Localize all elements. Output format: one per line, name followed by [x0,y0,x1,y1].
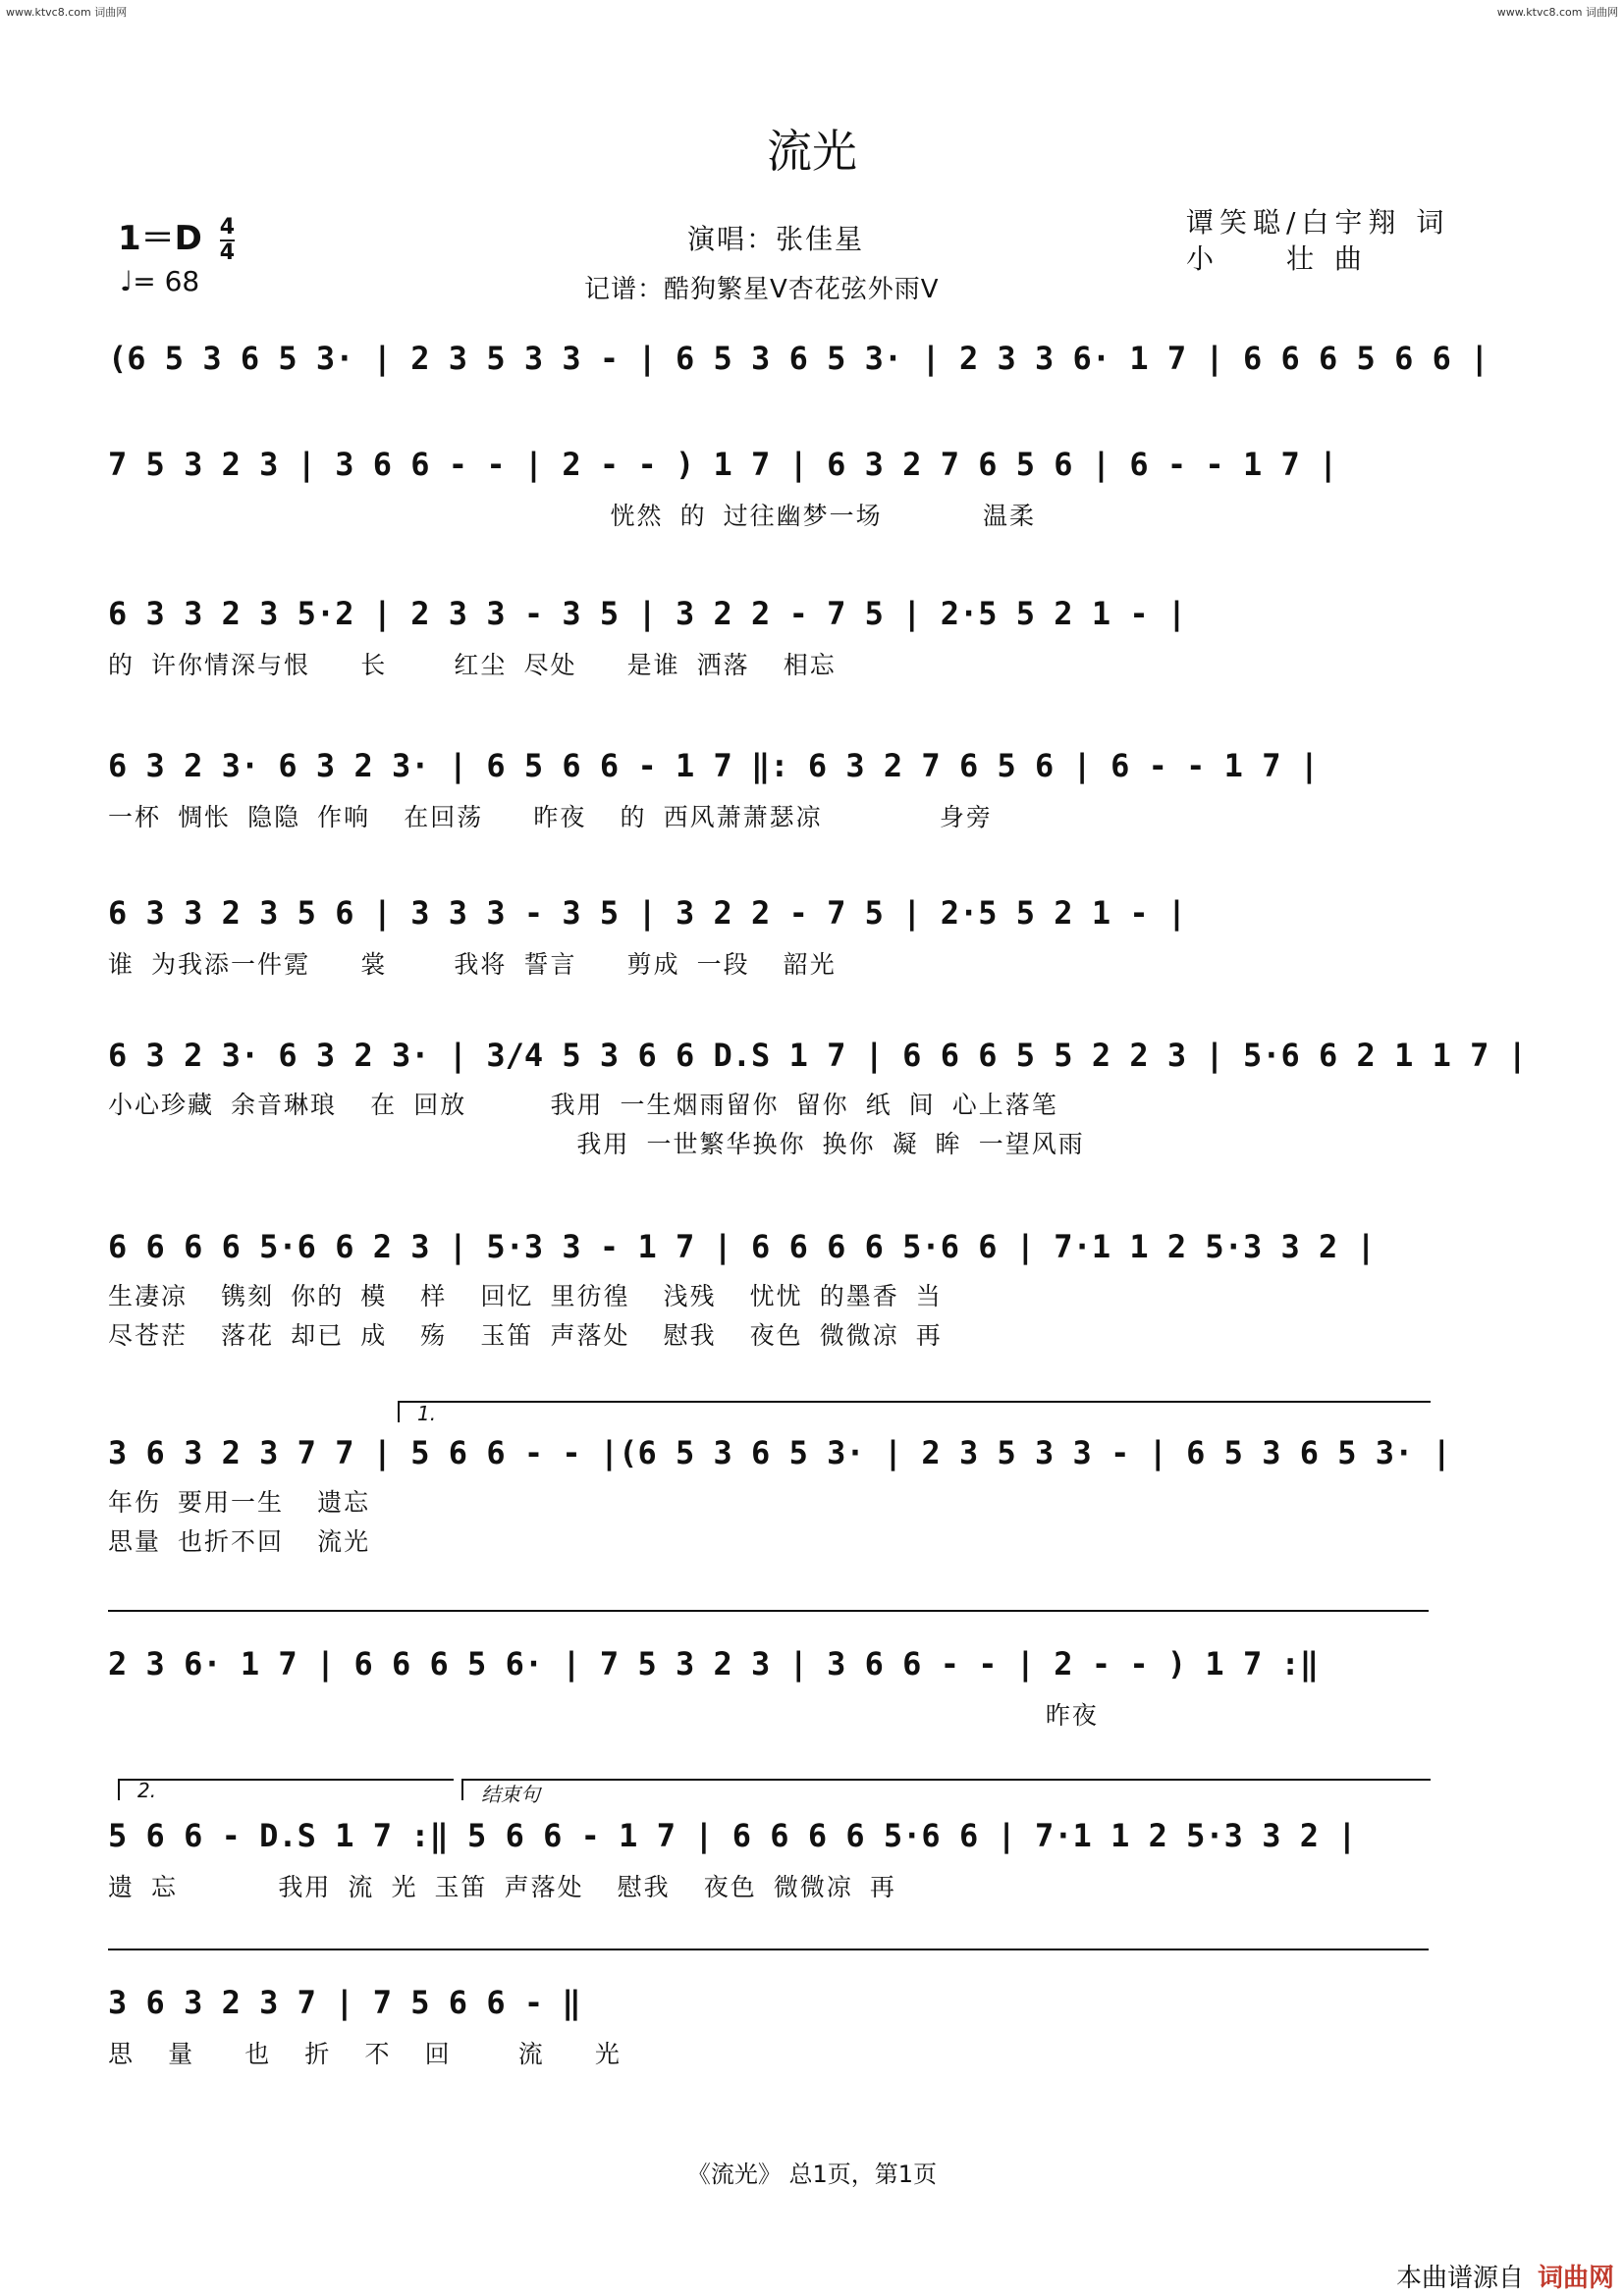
notes-line: 6 6 6 6 5·6 6 2 3 | 5·3 3 - 1 7 | 6 6 6 6 5·6 6 | 7·1 1 2 5·3 3 2 | [108,1228,1376,1265]
composer-credit: 小 壮 曲 [1186,242,1368,275]
ending-label: 结束句 [481,1783,540,1806]
source-label: 本曲谱源自 [1395,2264,1524,2293]
lyricist-credit: 谭笑聪/白宇翔 词 [1186,206,1450,239]
key-signature [118,211,235,265]
notes-line: 3 6 3 2 3 7 | 7 5 6 6 - ‖ [108,1984,581,2021]
lyric-line: 年伤 要用一生 遗忘 [108,1488,371,1517]
page-footer: 《流光》 总1页，第1页 [686,2161,938,2188]
lyric-line: 的 许你情深与恨 长 红尘 尽处 是谁 洒落 相忘 [108,651,837,679]
notes-line: 6 3 2 3· 6 3 2 3· | 6 5 6 6 - 1 7 ‖: 6 3 2 7 6 5 6 | 6 - - 1 7 | [108,747,1319,784]
notes-line: 6 3 2 3· 6 3 2 3· | 3/4 5 3 6 6 D.S 1 7 | 6 6 6 5 5 2 2 3 | 5·6 6 2 1 1 7 | [108,1037,1527,1074]
notes-line: 5 6 6 - D.S 1 7 :‖ 5 6 6 - 1 7 | 6 6 6 6 5·6 6 | 7·1 1 2 5·3 3 2 | [108,1817,1357,1854]
staff-line [108,1949,1429,1950]
volta-label-1: 1. [417,1402,437,1425]
lyric-line: 昨夜 [108,1701,1099,1730]
lyric-line: 尽苍茫 落花 却已 成 殇 玉笛 声落处 慰我 夜色 微微凉 再 [108,1321,943,1350]
singer: 演唱：张佳星 [687,223,865,255]
header-left: www.ktvc8.com 词曲网 [6,6,128,19]
transcriber: 记谱：酷狗繁星V杏花弦外雨V [584,275,940,304]
volta-label-2: 2. [137,1779,157,1802]
time-bottom: 4 [219,240,236,265]
key-label: 1＝D [118,219,202,258]
lyric-line: 一杯 惆怅 隐隐 作响 在回荡 昨夜 的 西风萧萧瑟凉 身旁 [108,803,993,831]
notes-line: (6 5 3 6 5 3· | 2 3 5 3 3 - | 6 5 3 6 5 3· | 2 3 3 6· 1 7 | 6 6 6 5 6 6 | [108,340,1489,377]
notes-line: 6 3 3 2 3 5·2 | 2 3 3 - 3 5 | 3 2 2 - 7 5 | 2·5 5 2 1 - | [108,595,1187,632]
notes-line: 6 3 3 2 3 5 6 | 3 3 3 - 3 5 | 3 2 2 - 7 5 | 2·5 5 2 1 - | [108,894,1187,932]
lyric-line: 生凄凉 镌刻 你的 模 样 回忆 里彷徨 浅残 忧忧 的墨香 当 [108,1282,943,1310]
tempo-marking: ♩= 68 [120,265,200,297]
notes-line: 2 3 6· 1 7 | 6 6 6 5 6· | 7 5 3 2 3 | 3 6 6 - - | 2 - - ) 1 7 :‖ [108,1645,1319,1682]
notes-line: 7 5 3 2 3 | 3 6 6 - - | 2 - - ) 1 7 | 6 3 2 7 6 5 6 | 6 - - 1 7 | [108,446,1338,483]
lyric-line: 遗 忘 我用 流 光 玉笛 声落处 慰我 夜色 微微凉 再 [108,1873,896,1901]
time-top: 4 [219,214,236,240]
lyric-line: 恍然 的 过往幽梦一场 温柔 [108,502,1036,530]
time-signature [220,216,235,265]
volta-bracket-2 [118,1779,454,1800]
lyric-line: 谁 为我添一件霓 裳 我将 誓言 剪成 一段 韶光 [108,950,837,979]
lyric-line: 我用 一世繁华换你 换你 凝 眸 一望风雨 [108,1130,1085,1158]
header-right: www.ktvc8.com 词曲网 [1496,6,1618,19]
lyric-line: 思量 也折不回 流光 [108,1527,371,1556]
ending-bracket [461,1779,1431,1800]
staff-line [108,1610,1429,1612]
lyric-line: 小心珍藏 余音琳琅 在 回放 我用 一生烟雨留你 留你 纸 间 心上落笔 [108,1091,1058,1119]
volta-bracket-1 [398,1401,1431,1422]
lyric-line: 思 量 也 折 不 回 流 光 [108,2040,622,2068]
song-title: 流光 [767,125,857,178]
brand-logo: 词曲网 [1537,2264,1614,2293]
source-credit [1396,2258,1614,2294]
notes-line: 3 6 3 2 3 7 7 | 5 6 6 - - |(6 5 3 6 5 3· | 2 3 5 3 3 - | 6 5 3 6 5 3· | [108,1434,1451,1471]
